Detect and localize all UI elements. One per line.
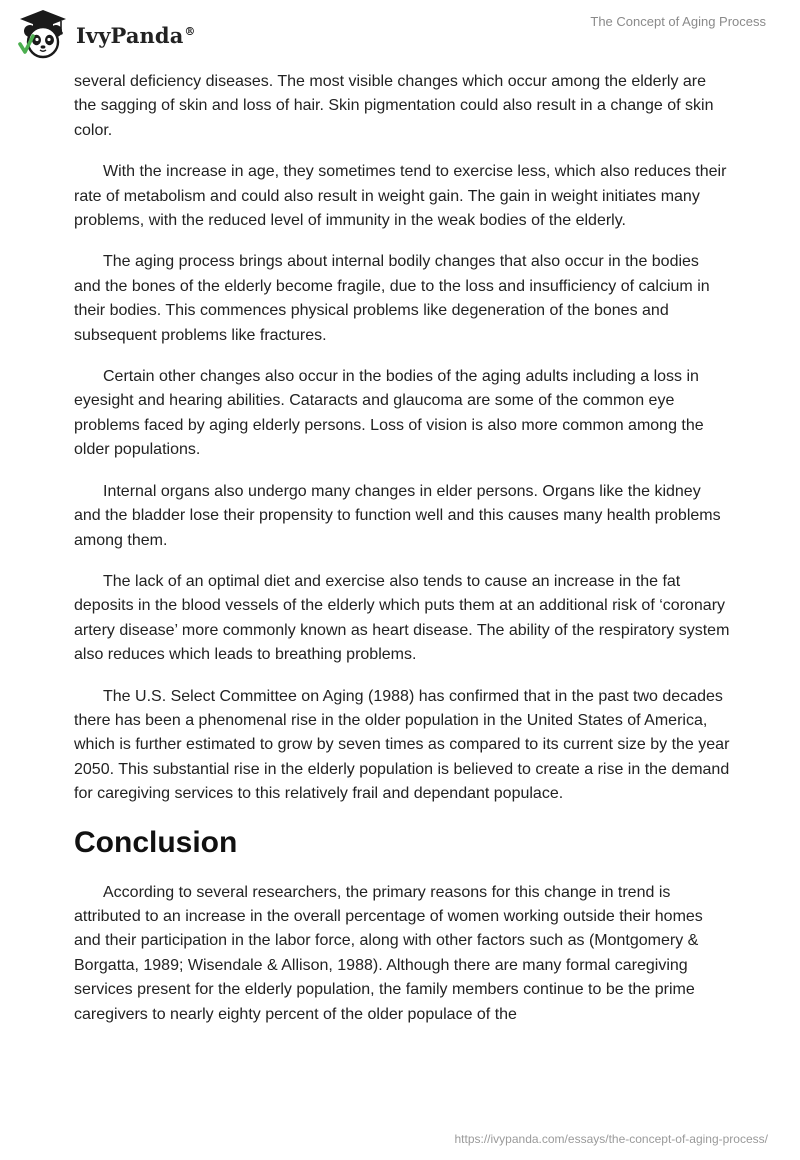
paragraph: With the increase in age, they sometimes tend to exercise less, which also reduces their rate of metabolism and could also result in weight gain. The gain in weight initiates many problems, with the reduced level of immunity in the weak bodies of the elderly. — [74, 163, 727, 230]
paragraph: The U.S. Select Committee on Aging (1988) has confirmed that in the past two decades there has been a phenomenal rise in the older population in the United States of America, which is further estimated to grow by seven times as compared to its current size by the year 2050. This substantial rise in the elderly population is believed to create a rise in the demand for caregiving services to this relatively frail and dependant populace. — [74, 687, 730, 803]
document-title: The Concept of Aging Process — [590, 14, 766, 29]
logo-wordmark: IvyPanda® — [76, 22, 196, 48]
paragraph: The aging process brings about internal bodily changes that also occur in the bodies and the bones of the elderly become fragile, due to the loss and insufficiency of calcium in their bodies. This commences physical problems like degeneration of the bones and subsequent problems like fractures. — [74, 253, 710, 344]
conclusion-heading: Conclusion — [74, 825, 238, 859]
registered-mark: ® — [184, 24, 196, 38]
paragraph: several deficiency diseases. The most visible changes which occur among the elderly are the sagging of skin and loss of hair. Skin pigmentation could also result in a change of skin color. — [74, 73, 714, 139]
essay-body — [74, 70, 730, 1044]
ivypanda-logo[interactable] — [14, 6, 196, 64]
page-header — [0, 0, 800, 70]
paragraph: The lack of an optimal diet and exercise also tends to cause an increase in the fat deposits in the blood vessels of the elderly which puts them at an additional risk of ‘coronary artery disease’ more commonly known as heart disease. The ability of the respiratory system also reduces which leads to breathing problems. — [74, 572, 730, 664]
source-url-link[interactable]: https://ivypanda.com/essays/the-concept-of-aging-process/ — [454, 1132, 768, 1146]
paragraph: Certain other changes also occur in the bodies of the aging adults including a loss in eyesight and hearing abilities. Cataracts and glaucoma are some of the common eye problems faced by aging elderly persons. Loss of vision is also more common among the older populations. — [74, 368, 704, 459]
panda-graduate-icon — [14, 6, 72, 64]
paragraph: Internal organs also undergo many changes in elder persons. Organs like the kidney and the bladder lose their propensity to function well and this causes many health problems among them. — [74, 482, 721, 549]
conclusion-paragraph: According to several researchers, the primary reasons for this change in trend is attributed to an increase in the overall percentage of women working outside their homes and their participation in the labor force, along with other factors such as (Montgomery & Borgatta, 1989; Wisendale & Allison, 1988). Although there are many formal caregiving services present for the elderly population, the family members continue to be the prime caregivers to nearly eighty percent of the older populace of the — [74, 883, 703, 1023]
